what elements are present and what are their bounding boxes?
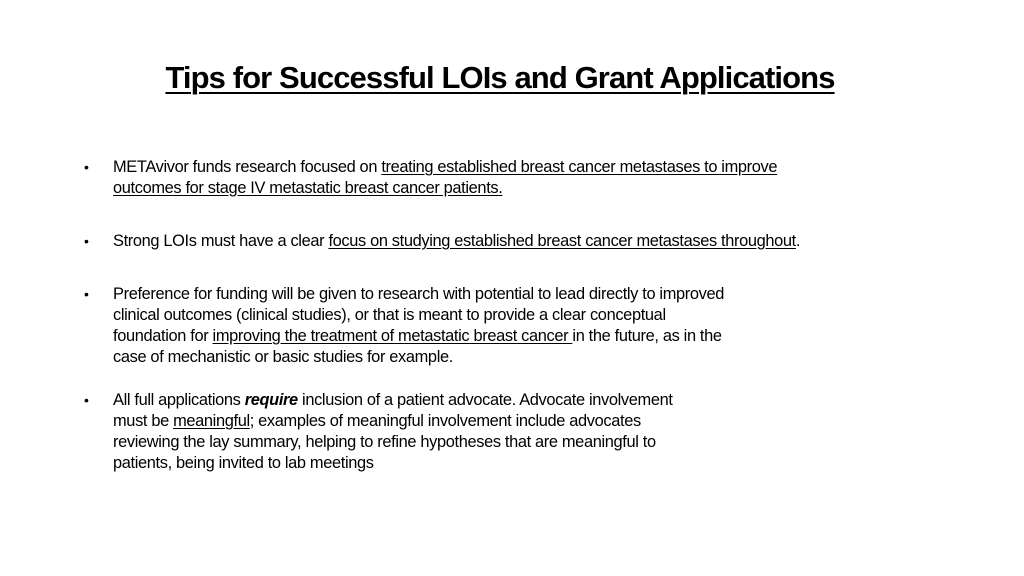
bullet-text bbox=[113, 157, 777, 199]
text-line: case of mechanistic or basic studies for example. bbox=[113, 348, 453, 366]
bullet-text bbox=[113, 231, 800, 252]
text-line bbox=[113, 326, 724, 347]
bullet-icon: • bbox=[84, 159, 89, 175]
text-line: patients, being invited to lab meetings bbox=[113, 454, 374, 472]
text-line bbox=[113, 178, 777, 199]
text-line bbox=[113, 390, 673, 411]
underlined-text: focus on studying established breast cancer metastases throughout bbox=[328, 232, 796, 250]
slide-title: Tips for Successful LOIs and Grant Applications bbox=[165, 60, 835, 95]
text-run: foundation for bbox=[113, 327, 213, 345]
text-line: Preference for funding will be given to research with potential to lead directly to improved bbox=[113, 285, 725, 303]
bullet-icon: • bbox=[84, 233, 89, 249]
text-line bbox=[113, 231, 800, 252]
text-line: reviewing the lay summary, helping to refine hypotheses that are meaningful to bbox=[113, 433, 656, 451]
underlined-text: meaningful bbox=[173, 412, 250, 430]
text-run: inclusion of a patient advocate. Advocate involvement bbox=[297, 391, 673, 409]
underlined-text: treating established breast cancer metastases to improve bbox=[381, 158, 778, 176]
text-run: All full applications bbox=[113, 391, 245, 409]
text-run: in the future, as in the bbox=[572, 327, 722, 345]
text-run: ; examples of meaningful involvement include advocates bbox=[249, 412, 641, 430]
text-run: METAvivor funds research focused on bbox=[113, 158, 382, 176]
bullet-icon: • bbox=[84, 392, 89, 408]
emphasized-text: require bbox=[244, 391, 298, 409]
text-run: must be bbox=[113, 412, 174, 430]
text-line bbox=[113, 411, 673, 432]
bullet-text bbox=[113, 390, 673, 474]
underlined-text: outcomes for stage IV metastatic breast cancer patients. bbox=[113, 179, 503, 197]
text-line bbox=[113, 157, 777, 178]
text-run: Strong LOIs must have a clear bbox=[113, 232, 329, 250]
text-run: . bbox=[795, 232, 801, 250]
underlined-text: improving the treatment of metastatic breast cancer bbox=[212, 327, 573, 345]
bullet-text bbox=[113, 284, 724, 368]
text-line: clinical outcomes (clinical studies), or that is meant to provide a clear conceptual bbox=[113, 306, 666, 324]
bullet-icon: • bbox=[84, 286, 89, 302]
